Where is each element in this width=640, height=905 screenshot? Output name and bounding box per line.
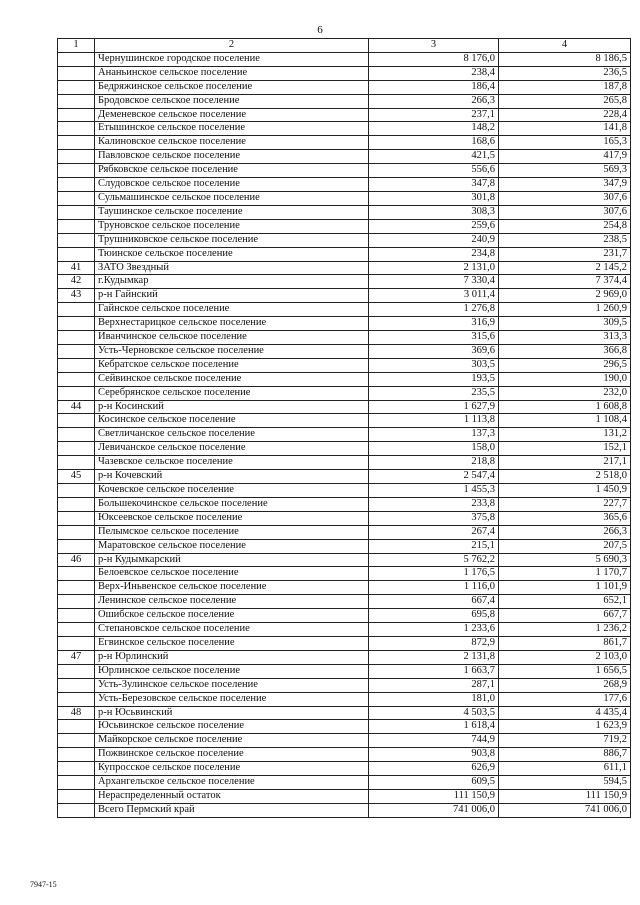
row-value-col3: 301,8 bbox=[369, 191, 499, 205]
row-number: 43 bbox=[58, 289, 95, 303]
row-value-col4: 307,6 bbox=[499, 205, 631, 219]
row-number bbox=[58, 247, 95, 261]
row-number: 42 bbox=[58, 275, 95, 289]
row-value-col3: 1 116,0 bbox=[369, 581, 499, 595]
row-name: р-н Юсьвинский bbox=[95, 706, 369, 720]
table-row bbox=[58, 247, 631, 261]
row-value-col3: 609,5 bbox=[369, 776, 499, 790]
row-value-col4: 177,6 bbox=[499, 692, 631, 706]
table-header-row bbox=[58, 39, 631, 53]
table-row bbox=[58, 317, 631, 331]
row-number bbox=[58, 539, 95, 553]
row-number bbox=[58, 344, 95, 358]
row-name: Таушинское сельское поселение bbox=[95, 205, 369, 219]
row-value-col4: 152,1 bbox=[499, 442, 631, 456]
table-row bbox=[58, 442, 631, 456]
table-row bbox=[58, 623, 631, 637]
row-name: Большекочинское сельское поселение bbox=[95, 497, 369, 511]
row-value-col4: 1 608,8 bbox=[499, 400, 631, 414]
row-value-col3: 1 276,8 bbox=[369, 303, 499, 317]
row-number: 46 bbox=[58, 553, 95, 567]
table-row bbox=[58, 720, 631, 734]
row-name: р-н Юрлинский bbox=[95, 650, 369, 664]
row-value-col4: 296,5 bbox=[499, 358, 631, 372]
data-table bbox=[57, 38, 631, 818]
table-row bbox=[58, 789, 631, 803]
row-name: Иванчинское сельское поселение bbox=[95, 331, 369, 345]
row-name: Калиновское сельское поселение bbox=[95, 136, 369, 150]
table-row bbox=[58, 539, 631, 553]
row-value-col4: 190,0 bbox=[499, 372, 631, 386]
row-value-col4: 347,9 bbox=[499, 178, 631, 192]
table-row bbox=[58, 748, 631, 762]
table-row bbox=[58, 400, 631, 414]
row-name: Ананьинское сельское поселение bbox=[95, 66, 369, 80]
row-name: Егвинское сельское поселение bbox=[95, 636, 369, 650]
row-value-col4: 886,7 bbox=[499, 748, 631, 762]
row-name: Слудовское сельское поселение bbox=[95, 178, 369, 192]
row-number bbox=[58, 720, 95, 734]
row-value-col3: 744,9 bbox=[369, 734, 499, 748]
row-name: Етышинское сельское поселение bbox=[95, 122, 369, 136]
row-number bbox=[58, 386, 95, 400]
row-value-col4: 165,3 bbox=[499, 136, 631, 150]
row-number bbox=[58, 178, 95, 192]
row-value-col3: 234,8 bbox=[369, 247, 499, 261]
row-name: р-н Косинский bbox=[95, 400, 369, 414]
row-value-col4: 227,7 bbox=[499, 497, 631, 511]
row-number bbox=[58, 372, 95, 386]
table-row bbox=[58, 150, 631, 164]
row-value-col3: 556,6 bbox=[369, 164, 499, 178]
table-row bbox=[58, 289, 631, 303]
row-name: р-н Кудымкарский bbox=[95, 553, 369, 567]
row-value-col4: 231,7 bbox=[499, 247, 631, 261]
table-row bbox=[58, 484, 631, 498]
table-row bbox=[58, 678, 631, 692]
table-body bbox=[58, 52, 631, 817]
row-number: 41 bbox=[58, 261, 95, 275]
row-value-col3: 347,8 bbox=[369, 178, 499, 192]
row-value-col3: 5 762,2 bbox=[369, 553, 499, 567]
row-value-col3: 2 131,8 bbox=[369, 650, 499, 664]
row-value-col4: 2 518,0 bbox=[499, 470, 631, 484]
row-value-col3: 8 176,0 bbox=[369, 52, 499, 66]
row-value-col4: 1 101,9 bbox=[499, 581, 631, 595]
table-row bbox=[58, 650, 631, 664]
row-value-col4: 719,2 bbox=[499, 734, 631, 748]
row-value-col3: 287,1 bbox=[369, 678, 499, 692]
row-number bbox=[58, 525, 95, 539]
row-name: р-н Кочевский bbox=[95, 470, 369, 484]
row-value-col4: 1 450,9 bbox=[499, 484, 631, 498]
row-value-col4: 652,1 bbox=[499, 595, 631, 609]
row-number bbox=[58, 442, 95, 456]
row-number: 45 bbox=[58, 470, 95, 484]
row-number bbox=[58, 191, 95, 205]
row-name: Косинское сельское поселение bbox=[95, 414, 369, 428]
table-row bbox=[58, 233, 631, 247]
row-value-col4: 131,2 bbox=[499, 428, 631, 442]
row-value-col4: 611,1 bbox=[499, 762, 631, 776]
row-number bbox=[58, 233, 95, 247]
row-number bbox=[58, 776, 95, 790]
row-value-col4: 313,3 bbox=[499, 331, 631, 345]
row-value-col4: 1 623,9 bbox=[499, 720, 631, 734]
table-row bbox=[58, 692, 631, 706]
row-value-col3: 218,8 bbox=[369, 456, 499, 470]
row-value-col4: 1 656,5 bbox=[499, 664, 631, 678]
row-value-col3: 1 455,3 bbox=[369, 484, 499, 498]
table-row bbox=[58, 706, 631, 720]
table-row bbox=[58, 122, 631, 136]
row-value-col4: 366,8 bbox=[499, 344, 631, 358]
row-name: Гайнское сельское поселение bbox=[95, 303, 369, 317]
row-value-col4: 2 969,0 bbox=[499, 289, 631, 303]
row-name: Ошибское сельское поселение bbox=[95, 609, 369, 623]
table-row bbox=[58, 66, 631, 80]
row-name: Деменевское сельское поселение bbox=[95, 108, 369, 122]
row-value-col3: 259,6 bbox=[369, 219, 499, 233]
row-value-col4: 266,3 bbox=[499, 525, 631, 539]
row-number bbox=[58, 108, 95, 122]
row-value-col4: 417,9 bbox=[499, 150, 631, 164]
row-value-col4: 741 006,0 bbox=[499, 803, 631, 817]
row-number bbox=[58, 692, 95, 706]
row-value-col4: 667,7 bbox=[499, 609, 631, 623]
row-name: Рябковское сельское поселение bbox=[95, 164, 369, 178]
row-value-col3: 137,3 bbox=[369, 428, 499, 442]
row-value-col4: 187,8 bbox=[499, 80, 631, 94]
row-number bbox=[58, 331, 95, 345]
row-number bbox=[58, 303, 95, 317]
table-row bbox=[58, 664, 631, 678]
row-value-col3: 1 113,8 bbox=[369, 414, 499, 428]
table-row bbox=[58, 386, 631, 400]
row-name: Левичанское сельское поселение bbox=[95, 442, 369, 456]
table-row bbox=[58, 595, 631, 609]
table-row bbox=[58, 164, 631, 178]
row-value-col4: 265,8 bbox=[499, 94, 631, 108]
row-value-col3: 158,0 bbox=[369, 442, 499, 456]
row-number: 44 bbox=[58, 400, 95, 414]
row-value-col3: 181,0 bbox=[369, 692, 499, 706]
row-name: Юксеевское сельское поселение bbox=[95, 511, 369, 525]
row-value-col4: 111 150,9 bbox=[499, 789, 631, 803]
table-row bbox=[58, 303, 631, 317]
row-number bbox=[58, 484, 95, 498]
row-number bbox=[58, 762, 95, 776]
row-value-col4: 8 186,5 bbox=[499, 52, 631, 66]
row-value-col4: 5 690,3 bbox=[499, 553, 631, 567]
row-number bbox=[58, 428, 95, 442]
row-name: Труновское сельское поселение bbox=[95, 219, 369, 233]
row-value-col4: 217,1 bbox=[499, 456, 631, 470]
row-value-col3: 186,4 bbox=[369, 80, 499, 94]
row-number: 48 bbox=[58, 706, 95, 720]
table-row bbox=[58, 525, 631, 539]
row-name: Бедряжинское сельское поселение bbox=[95, 80, 369, 94]
row-name: Усть-Зулинское сельское поселение bbox=[95, 678, 369, 692]
table-row bbox=[58, 372, 631, 386]
table-row bbox=[58, 344, 631, 358]
row-name: Майкорское сельское поселение bbox=[95, 734, 369, 748]
row-number bbox=[58, 678, 95, 692]
row-value-col4: 1 236,2 bbox=[499, 623, 631, 637]
row-name: Архангельское сельское поселение bbox=[95, 776, 369, 790]
table-row bbox=[58, 358, 631, 372]
table-row bbox=[58, 456, 631, 470]
table-row bbox=[58, 108, 631, 122]
row-value-col3: 315,6 bbox=[369, 331, 499, 345]
row-name: ЗАТО Звездный bbox=[95, 261, 369, 275]
row-number bbox=[58, 52, 95, 66]
row-value-col3: 1 618,4 bbox=[369, 720, 499, 734]
row-number: 47 bbox=[58, 650, 95, 664]
row-value-col4: 307,6 bbox=[499, 191, 631, 205]
row-value-col3: 308,3 bbox=[369, 205, 499, 219]
row-name: Серебрянское сельское поселение bbox=[95, 386, 369, 400]
row-number bbox=[58, 66, 95, 80]
row-value-col4: 1 170,7 bbox=[499, 567, 631, 581]
footer-code: 7947-15 bbox=[30, 880, 57, 889]
row-number bbox=[58, 164, 95, 178]
row-value-col3: 741 006,0 bbox=[369, 803, 499, 817]
row-value-col3: 872,9 bbox=[369, 636, 499, 650]
row-value-col3: 2 131,0 bbox=[369, 261, 499, 275]
row-name: Верх-Иньвенское сельское поселение bbox=[95, 581, 369, 595]
row-number bbox=[58, 609, 95, 623]
row-number bbox=[58, 734, 95, 748]
row-name: Ленинское сельское поселение bbox=[95, 595, 369, 609]
row-name: Усть-Березовское сельское поселение bbox=[95, 692, 369, 706]
table-row bbox=[58, 803, 631, 817]
table-row bbox=[58, 205, 631, 219]
row-name: Нераспределенный остаток bbox=[95, 789, 369, 803]
table-row bbox=[58, 275, 631, 289]
row-value-col3: 695,8 bbox=[369, 609, 499, 623]
row-name: Кочевское сельское поселение bbox=[95, 484, 369, 498]
row-number bbox=[58, 636, 95, 650]
row-name: Кебратское сельское поселение bbox=[95, 358, 369, 372]
row-value-col3: 1 176,5 bbox=[369, 567, 499, 581]
row-value-col3: 266,3 bbox=[369, 94, 499, 108]
table-row bbox=[58, 567, 631, 581]
row-name: Купросское сельское поселение bbox=[95, 762, 369, 776]
row-name: Тюинское сельское поселение bbox=[95, 247, 369, 261]
row-name: Пожвинское сельское поселение bbox=[95, 748, 369, 762]
row-value-col3: 148,2 bbox=[369, 122, 499, 136]
row-value-col4: 236,5 bbox=[499, 66, 631, 80]
row-number bbox=[58, 94, 95, 108]
row-value-col3: 215,1 bbox=[369, 539, 499, 553]
row-value-col3: 2 547,4 bbox=[369, 470, 499, 484]
row-name: Павловское сельское поселение bbox=[95, 150, 369, 164]
row-value-col3: 667,4 bbox=[369, 595, 499, 609]
row-value-col3: 1 627,9 bbox=[369, 400, 499, 414]
row-value-col3: 235,5 bbox=[369, 386, 499, 400]
row-value-col4: 1 108,4 bbox=[499, 414, 631, 428]
table-row bbox=[58, 470, 631, 484]
column-header-2: 2 bbox=[95, 39, 369, 53]
row-number bbox=[58, 803, 95, 817]
row-name: Пелымское сельское поселение bbox=[95, 525, 369, 539]
table-row bbox=[58, 762, 631, 776]
row-number bbox=[58, 581, 95, 595]
table-row bbox=[58, 428, 631, 442]
row-value-col3: 1 663,7 bbox=[369, 664, 499, 678]
row-name: Сейвинское сельское поселение bbox=[95, 372, 369, 386]
row-value-col3: 237,1 bbox=[369, 108, 499, 122]
row-value-col3: 369,6 bbox=[369, 344, 499, 358]
row-name: Сульмашинское сельское поселение bbox=[95, 191, 369, 205]
table-row bbox=[58, 136, 631, 150]
table-row bbox=[58, 261, 631, 275]
row-value-col3: 303,5 bbox=[369, 358, 499, 372]
table-row bbox=[58, 331, 631, 345]
row-value-col3: 1 233,6 bbox=[369, 623, 499, 637]
row-value-col4: 141,8 bbox=[499, 122, 631, 136]
row-value-col4: 569,3 bbox=[499, 164, 631, 178]
row-value-col4: 861,7 bbox=[499, 636, 631, 650]
row-number bbox=[58, 317, 95, 331]
row-value-col4: 254,8 bbox=[499, 219, 631, 233]
row-number bbox=[58, 205, 95, 219]
row-number bbox=[58, 456, 95, 470]
row-number bbox=[58, 358, 95, 372]
table-row bbox=[58, 52, 631, 66]
row-number bbox=[58, 80, 95, 94]
row-name: Бродовское сельское поселение bbox=[95, 94, 369, 108]
row-number bbox=[58, 511, 95, 525]
row-value-col3: 4 503,5 bbox=[369, 706, 499, 720]
row-name: Усть-Черновское сельское поселение bbox=[95, 344, 369, 358]
row-value-col3: 421,5 bbox=[369, 150, 499, 164]
row-value-col4: 1 260,9 bbox=[499, 303, 631, 317]
row-value-col4: 207,5 bbox=[499, 539, 631, 553]
row-value-col3: 3 011,4 bbox=[369, 289, 499, 303]
row-value-col4: 228,4 bbox=[499, 108, 631, 122]
row-number bbox=[58, 664, 95, 678]
row-name: Маратовское сельское поселение bbox=[95, 539, 369, 553]
row-number bbox=[58, 219, 95, 233]
row-value-col3: 626,9 bbox=[369, 762, 499, 776]
row-name: Белоевское сельское поселение bbox=[95, 567, 369, 581]
row-value-col3: 240,9 bbox=[369, 233, 499, 247]
table-row bbox=[58, 511, 631, 525]
table-row bbox=[58, 734, 631, 748]
table-row bbox=[58, 497, 631, 511]
table-row bbox=[58, 219, 631, 233]
column-header-1: 1 bbox=[58, 39, 95, 53]
table-row bbox=[58, 636, 631, 650]
table-row bbox=[58, 553, 631, 567]
row-name: Светличанское сельское поселение bbox=[95, 428, 369, 442]
row-name: Всего Пермский край bbox=[95, 803, 369, 817]
row-name: Чазевское сельское поселение bbox=[95, 456, 369, 470]
row-value-col3: 375,8 bbox=[369, 511, 499, 525]
row-number bbox=[58, 748, 95, 762]
row-number bbox=[58, 414, 95, 428]
row-name: Трушниковское сельское поселение bbox=[95, 233, 369, 247]
table-row bbox=[58, 80, 631, 94]
row-number bbox=[58, 497, 95, 511]
row-number bbox=[58, 136, 95, 150]
row-value-col3: 7 330,4 bbox=[369, 275, 499, 289]
row-number bbox=[58, 623, 95, 637]
table-row bbox=[58, 581, 631, 595]
row-value-col4: 2 145,2 bbox=[499, 261, 631, 275]
table-row bbox=[58, 414, 631, 428]
row-name: р-н Гайнский bbox=[95, 289, 369, 303]
table-row bbox=[58, 191, 631, 205]
row-name: Верхнестарицкое сельское поселение bbox=[95, 317, 369, 331]
row-value-col4: 238,5 bbox=[499, 233, 631, 247]
row-name: Юсьвинское сельское поселение bbox=[95, 720, 369, 734]
row-value-col3: 193,5 bbox=[369, 372, 499, 386]
row-number bbox=[58, 567, 95, 581]
row-value-col3: 233,8 bbox=[369, 497, 499, 511]
column-header-4: 4 bbox=[499, 39, 631, 53]
column-header-3: 3 bbox=[369, 39, 499, 53]
row-name: Чернушинское городское поселение bbox=[95, 52, 369, 66]
table-row bbox=[58, 776, 631, 790]
row-value-col4: 365,6 bbox=[499, 511, 631, 525]
page-number: 6 bbox=[317, 24, 323, 36]
row-number bbox=[58, 150, 95, 164]
row-value-col3: 111 150,9 bbox=[369, 789, 499, 803]
row-value-col4: 232,0 bbox=[499, 386, 631, 400]
table-row bbox=[58, 94, 631, 108]
row-value-col4: 4 435,4 bbox=[499, 706, 631, 720]
row-value-col4: 7 374,4 bbox=[499, 275, 631, 289]
row-value-col3: 316,9 bbox=[369, 317, 499, 331]
row-value-col4: 309,5 bbox=[499, 317, 631, 331]
row-value-col3: 168,6 bbox=[369, 136, 499, 150]
row-value-col4: 268,9 bbox=[499, 678, 631, 692]
row-name: г.Кудымкар bbox=[95, 275, 369, 289]
row-number bbox=[58, 122, 95, 136]
row-value-col4: 2 103,0 bbox=[499, 650, 631, 664]
row-number bbox=[58, 789, 95, 803]
row-number bbox=[58, 595, 95, 609]
row-value-col3: 267,4 bbox=[369, 525, 499, 539]
row-name: Степановское сельское поселение bbox=[95, 623, 369, 637]
table-row bbox=[58, 178, 631, 192]
row-value-col3: 903,8 bbox=[369, 748, 499, 762]
row-value-col3: 238,4 bbox=[369, 66, 499, 80]
table-row bbox=[58, 609, 631, 623]
row-value-col4: 594,5 bbox=[499, 776, 631, 790]
row-name: Юрлинское сельское поселение bbox=[95, 664, 369, 678]
